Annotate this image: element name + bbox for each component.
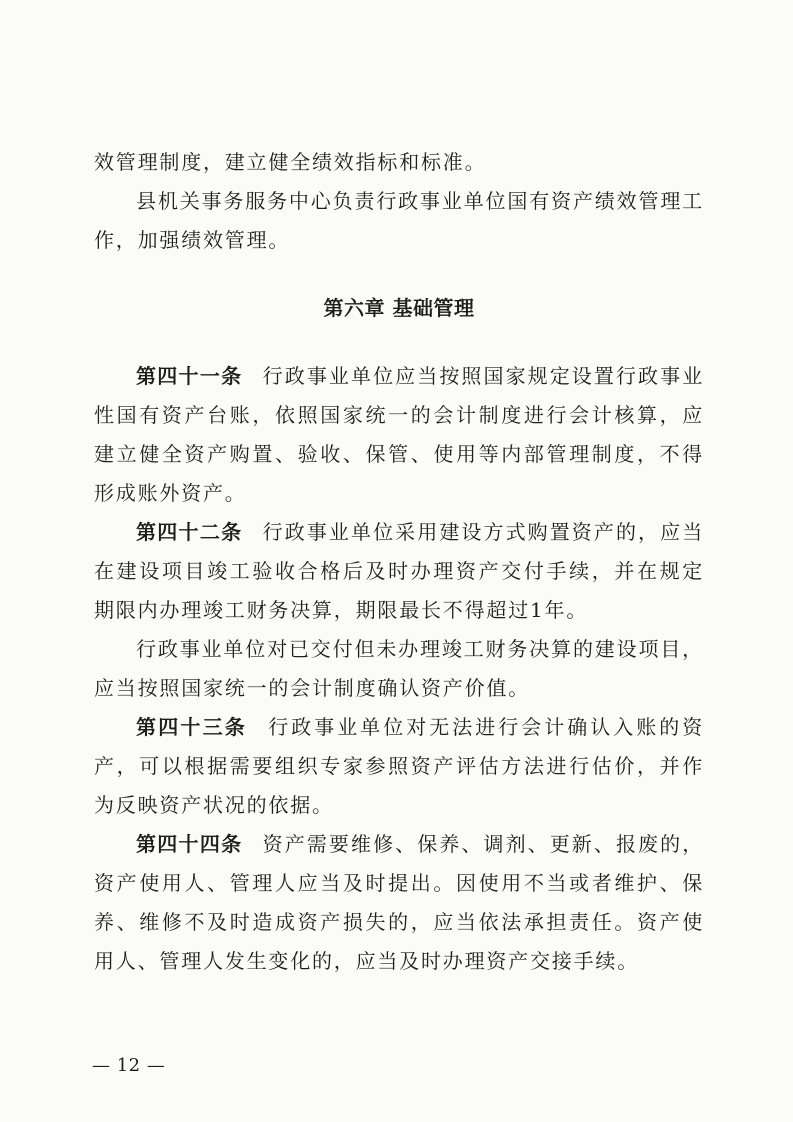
article-text: 行政事业单位对无法进行会计确认入账的资产，可以根据需要组织专家参照资产评估方法进行估价，并作为反映资产状况的依据。 (94, 715, 704, 817)
article-43 (94, 708, 704, 825)
article-number: 第四十二条 (136, 520, 243, 544)
article-number: 第四十四条 (136, 832, 243, 856)
article-text: 行政事业单位应当按照国家规定设置行政事业性国有资产台账，依照国家统一的会计制度进行会计核算，应建立健全资产购置、验收、保管、使用等内部管理制度，不得形成账外资产。 (94, 364, 705, 505)
chapter-title: 第六章 基础管理 (323, 296, 475, 320)
article-41 (94, 357, 704, 513)
article-44 (94, 825, 704, 981)
page-number: — 12 — (92, 1055, 166, 1076)
article-text: 行政事业单位采用建设方式购置资产的，应当在建设项目竣工验收合格后及时办理资产交付手续，并在规定期限内办理竣工财务决算，期限最长不得超过1年。 (94, 520, 705, 622)
article-number: 第四十一条 (136, 364, 243, 388)
article-42 (94, 513, 704, 630)
paragraph: 效管理制度，建立健全绩效指标和标准。 (94, 150, 487, 174)
paragraph: 行政事业单位对已交付但未办理竣工财务决算的建设项目，应当按照国家统一的会计制度确认资产价值。 (94, 637, 704, 700)
article-text: 资产需要维修、保养、调剂、更新、报废的，资产使用人、管理人应当及时提出。因使用不当或者维护、保养、维修不及时造成资产损失的，应当依法承担责任。资产使用人、管理人发生变化的，应当及时办理资产交接手续。 (94, 832, 705, 973)
article-number: 第四十三条 (136, 715, 247, 739)
body-text (94, 143, 704, 981)
paragraph: 县机关事务服务中心负责行政事业单位国有资产绩效管理工作，加强绩效管理。 (94, 189, 704, 252)
